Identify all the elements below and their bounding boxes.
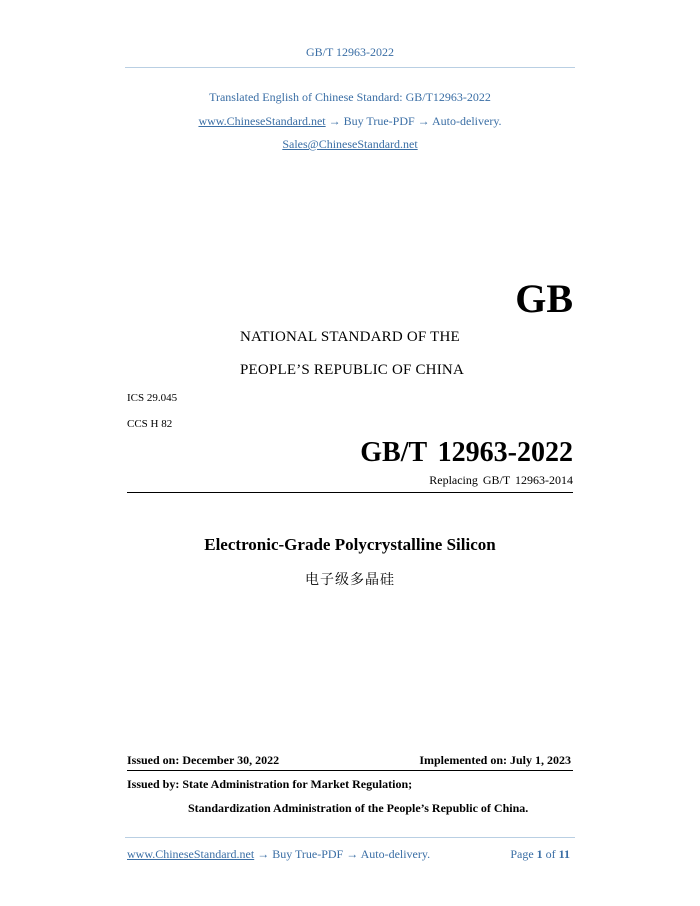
page-label: Page: [510, 847, 534, 861]
ccs-code: CCS H 82: [127, 418, 173, 430]
document-title-en: Electronic-Grade Polycrystalline Silicon: [204, 535, 496, 554]
implemented-on: Implemented on: July 1, 2023: [419, 753, 571, 767]
header-divider: [125, 67, 575, 68]
page-current: 1: [536, 847, 543, 861]
issue-dates-row: [127, 753, 571, 768]
issued-by-line1: Issued by: State Administration for Market Regulation;: [127, 777, 413, 791]
footer-promo: [127, 847, 430, 862]
page-total: 11: [558, 847, 570, 861]
footer-divider: [125, 837, 575, 838]
footer-site-link[interactable]: www.ChineseStandard.net: [127, 847, 255, 861]
ics-code: ICS 29.045: [127, 392, 178, 404]
running-header: GB/T 12963-2022: [305, 45, 395, 59]
site-link[interactable]: www.ChineseStandard.net: [198, 114, 326, 128]
buy-text: → Buy True-PDF → Auto-delivery.: [325, 114, 502, 128]
issued-by-line2: Standardization Administration of the People’s Republic of China.: [188, 801, 529, 815]
document-title-cn: 电子级多晶硅: [305, 572, 395, 588]
page-of: of: [545, 847, 556, 861]
standard-number: GB/T 12963-2022: [360, 437, 573, 468]
gb-mark: GB: [515, 276, 573, 321]
national-standard-line2: PEOPLE’S REPUBLIC OF CHINA: [240, 362, 464, 378]
standard-divider: [127, 492, 573, 493]
promo-email-line: [0, 137, 700, 152]
email-link[interactable]: Sales@ChineseStandard.net: [282, 137, 418, 151]
footer-buy-text: → Buy True-PDF → Auto-delivery.: [254, 847, 431, 861]
issued-on: Issued on: December 30, 2022: [127, 753, 280, 767]
translation-notice: Translated English of Chinese Standard: GB/T12963-2022: [209, 90, 491, 104]
replacing-note: Replacing GB/T 12963-2014: [429, 473, 573, 487]
page-indicator: [510, 847, 570, 862]
promo-buy-line: [0, 114, 700, 129]
issue-divider: [127, 770, 573, 771]
national-standard-line1: NATIONAL STANDARD OF THE: [240, 329, 460, 345]
